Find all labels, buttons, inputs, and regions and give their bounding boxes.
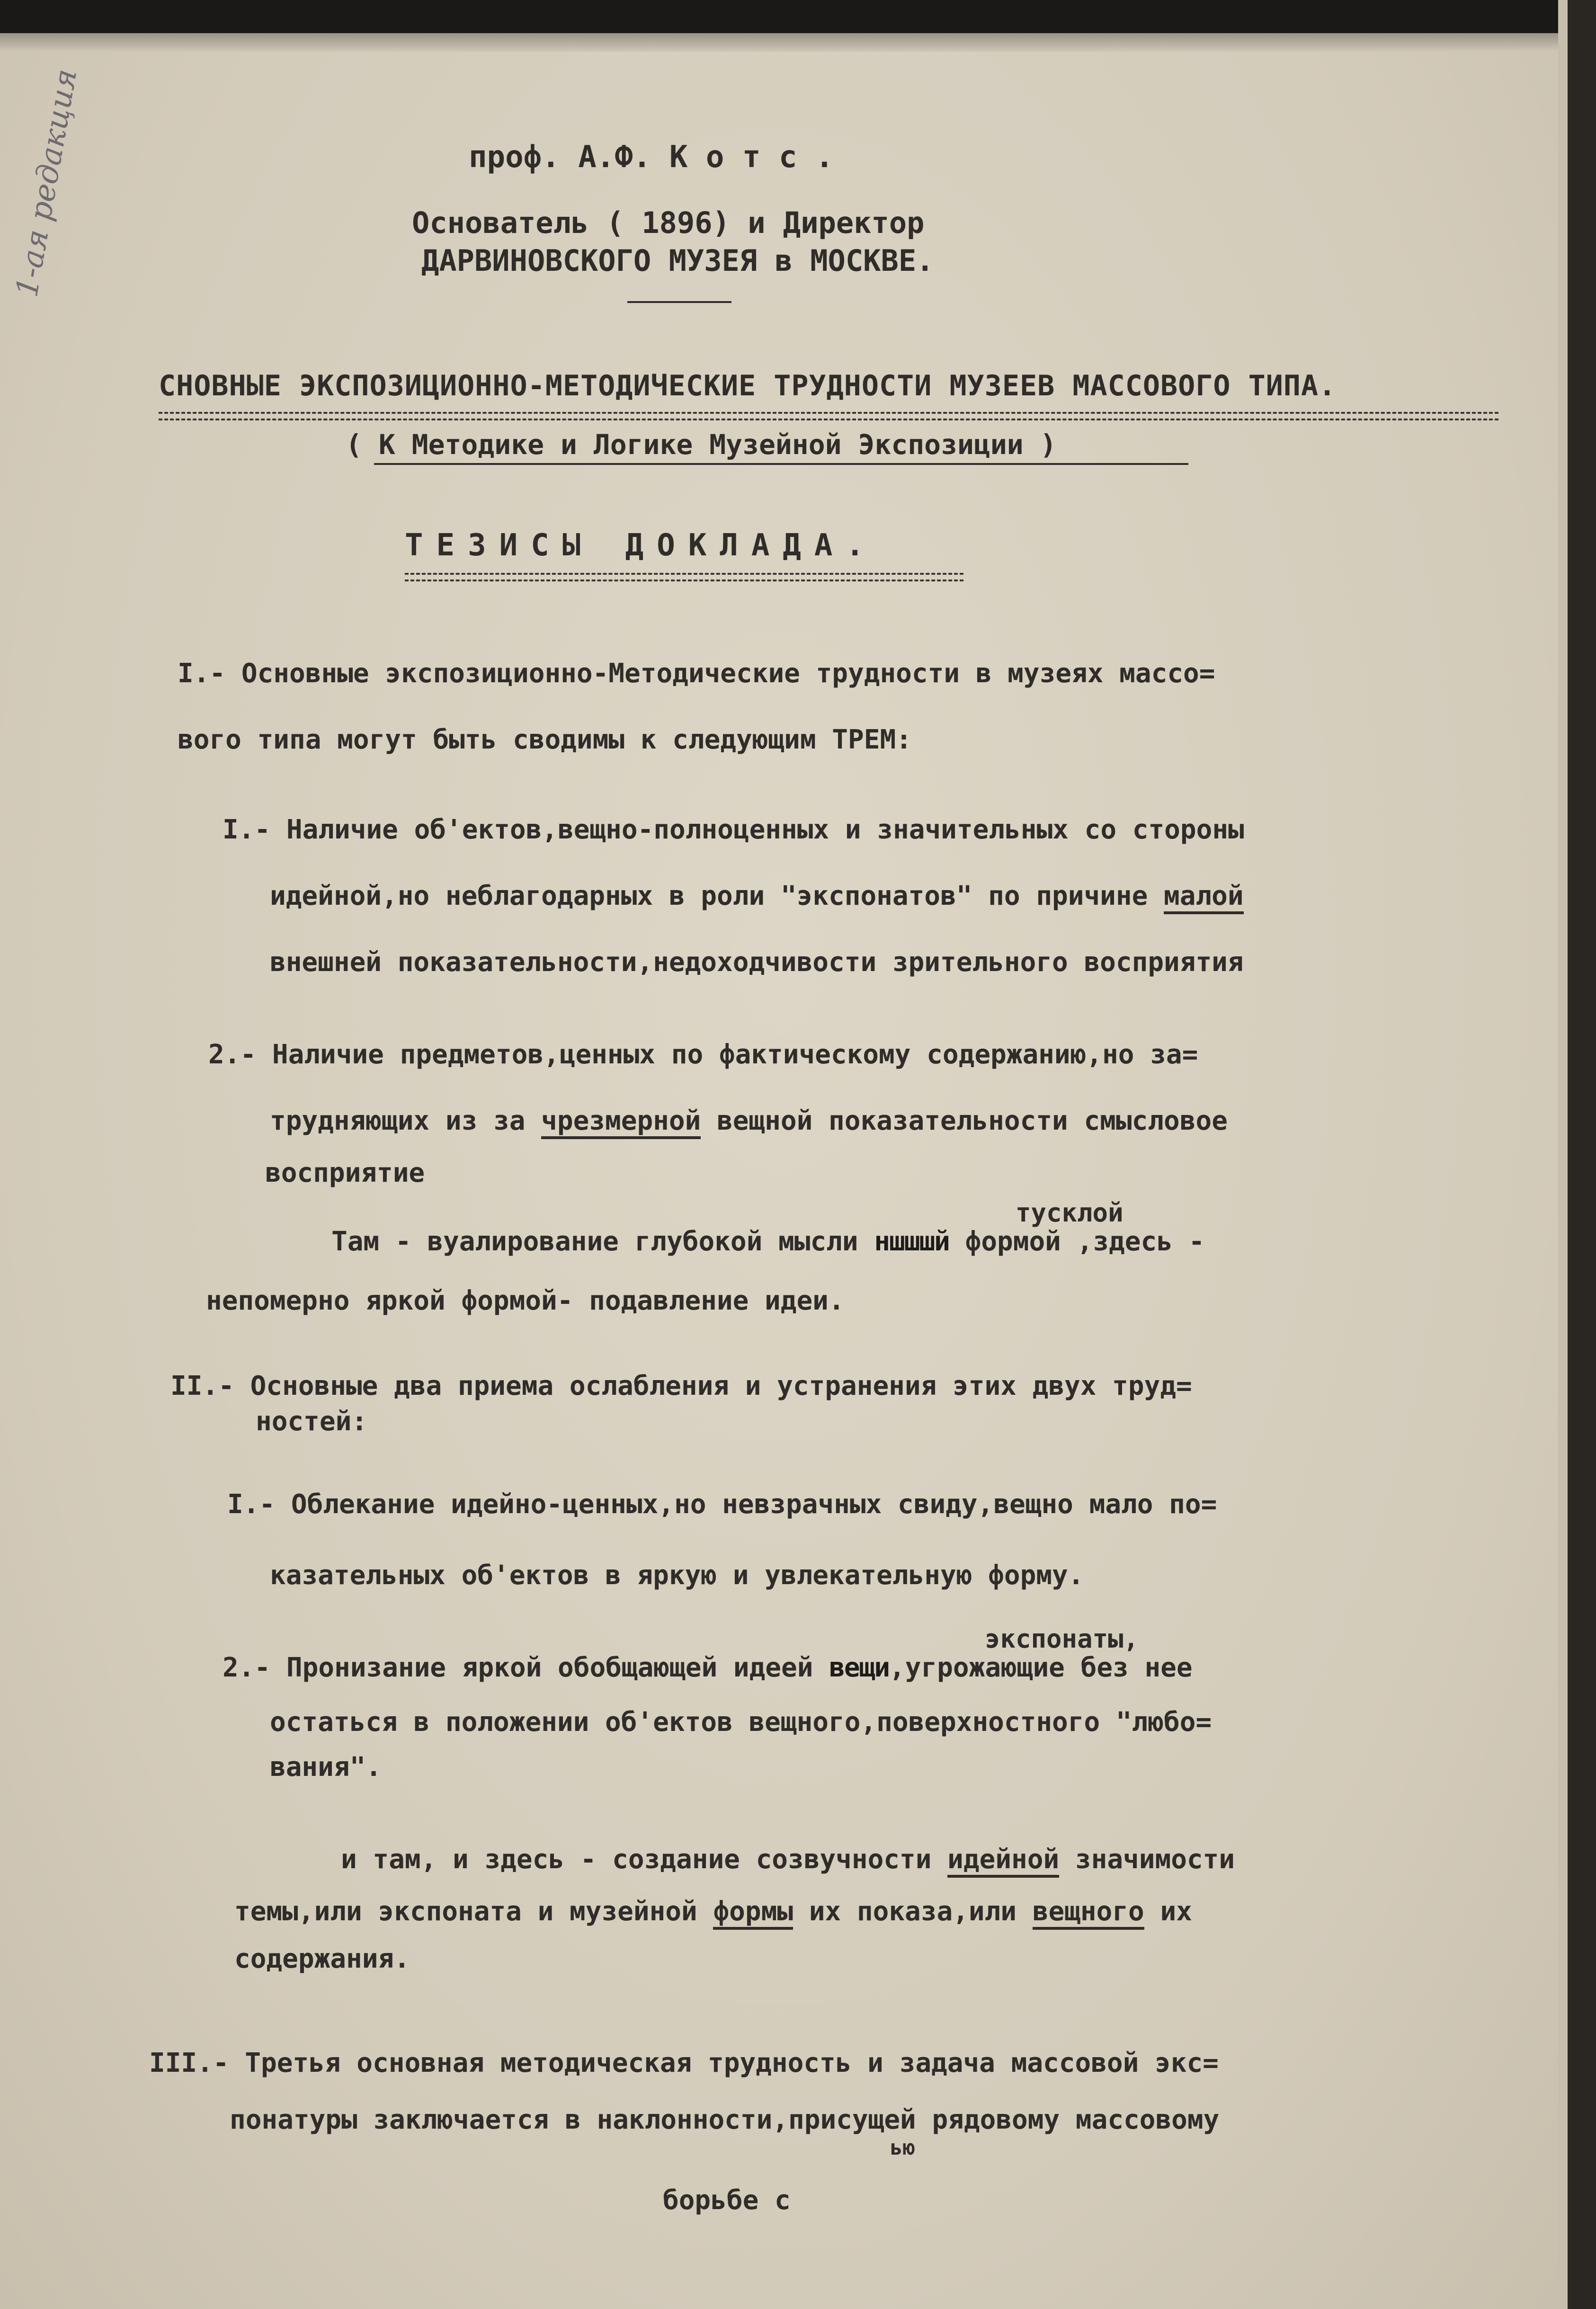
summary-2-line-1-text-a: и там, и здесь - создание созвучности	[341, 1844, 948, 1875]
margin-note: 1-ая редакция	[9, 66, 84, 300]
item-1-1-line-1: I.- Наличие об'ектов,вещно-полноценных и значительных со стороны	[223, 814, 1244, 845]
section-2-line-1: II.- Основные два приема ослабления и устранения этих двух труд=	[170, 1371, 1192, 1401]
item-1-1-line-3: внешней показательности,недоходчивости зрительного восприятия	[270, 947, 1244, 978]
section-1-line-2: вого типа могут быть сводимы к следующим ТРЕМ:	[178, 724, 912, 755]
underlined-word-ideynoy: идейной	[947, 1844, 1059, 1878]
summary-1-line-1	[331, 1226, 1205, 1257]
theses-heading: ТЕЗИСЫ ДОКЛАДА.	[405, 528, 877, 563]
title-double-underline	[159, 412, 1498, 420]
section-3-line-3: борьбе с	[663, 2185, 791, 2216]
summary-2-line-2	[234, 1896, 1192, 1927]
section-3-line-1: III.- Третья основная методическая трудность и задача массовой экс=	[149, 2048, 1219, 2078]
inserted-word-tuskloy: тусклой	[1016, 1198, 1123, 1228]
role-line-1: Основатель ( 1896) и Директор	[412, 205, 925, 240]
underlined-word-chrezmernoy: чрезмерной	[541, 1105, 701, 1139]
item-2-2-line-1-text-a: 2.- Пронизание яркой обобщающей идеей	[223, 1652, 829, 1683]
item-2-2-line-3: вания".	[270, 1752, 382, 1783]
inserted-word-eksponaty: экспонаты,	[985, 1624, 1139, 1654]
item-1-2-line-2-text-c: вещной показательности смысловое	[701, 1105, 1228, 1136]
item-2-2-line-1-text-c: ,угрожающие без нее	[889, 1652, 1193, 1683]
summary-2-line-1-text-c: значимости	[1059, 1844, 1235, 1875]
summary-2-line-2-text-a: темы,или экспоната и музейной	[234, 1896, 713, 1927]
struck-word-veshchi: вещи	[829, 1652, 890, 1683]
item-1-1-line-2	[270, 883, 1244, 909]
role-line-2: ДАРВИНОВСКОГО МУЗЕЯ в МОСКВЕ.	[421, 243, 934, 278]
section-3-line-2-text-b: ,присущей рядовому массовому	[772, 2104, 1220, 2135]
item-2-2-line-2: остаться в положении об'ектов вещного,поверхностного "любо=	[270, 1707, 1212, 1738]
scan-top-border	[0, 0, 1596, 52]
summary-2-line-1	[341, 1846, 1235, 1873]
item-2-1-line-2: казательных об'ектов в яркую и увлекательную форму.	[270, 1560, 1084, 1591]
summary-2-line-3: содержания.	[234, 1943, 410, 1974]
summary-1-line-1-text-a: Там - вуалирование глубокой мысли	[331, 1226, 874, 1257]
section-2-line-2: ностей:	[256, 1406, 368, 1437]
item-2-1-line-1: I.- Облекание идейно-ценных,но невзрачных свиду,вещно мало по=	[227, 1489, 1217, 1520]
underlined-word-veshchnogo: вещного	[1033, 1896, 1144, 1930]
summary-1-line-1-text-c: формой ,здесь -	[949, 1226, 1205, 1257]
item-1-2-line-2-text-a: трудняющих из за	[270, 1105, 542, 1136]
subtitle-underline	[374, 463, 1188, 465]
section-3-line-2	[230, 2104, 1220, 2135]
summary-2-line-2-text-c: их показа,или	[793, 1896, 1033, 1927]
section-1-line-1: I.- Основные экспозиционно-Методические трудности в музеях массо=	[178, 658, 1215, 689]
summary-1-line-2: непомерно яркой формой- подавление идеи.	[206, 1285, 845, 1316]
item-2-2-line-1	[223, 1652, 1193, 1683]
document-title: СНОВНЫЕ ЭКСПОЗИЦИОННО-МЕТОДИЧЕСКИЕ ТРУДНОСТИ МУЗЕЕВ МАССОВОГО ТИПА.	[159, 369, 1337, 402]
struck-word: ншшшй	[874, 1226, 949, 1257]
theses-double-underline	[405, 573, 963, 581]
item-1-1-line-2-text: идейной,но неблагодарных в роли "экспонатов" по причине	[270, 881, 1164, 911]
header-divider	[627, 301, 731, 303]
item-1-2-line-2	[270, 1105, 1228, 1136]
section-3-line-2-text-a: понатуры заключается в наклонности	[230, 2104, 773, 2135]
author-line: проф. А.Ф. К о т с .	[469, 140, 834, 175]
underlined-word-malyy: малой	[1164, 881, 1244, 914]
scan-right-border	[1558, 0, 1596, 2309]
document-subtitle: ( К Методике и Логике Музейной Экспозиции )	[346, 428, 1057, 461]
inserted-suffix: ью	[890, 2136, 915, 2160]
summary-2-line-2-text-e: их	[1144, 1896, 1192, 1927]
underlined-word-formy: формы	[713, 1896, 793, 1930]
item-1-2-line-1: 2.- Наличие предметов,ценных по фактическому содержанию,но за=	[208, 1039, 1198, 1070]
item-1-2-line-3: восприятие	[265, 1158, 425, 1188]
